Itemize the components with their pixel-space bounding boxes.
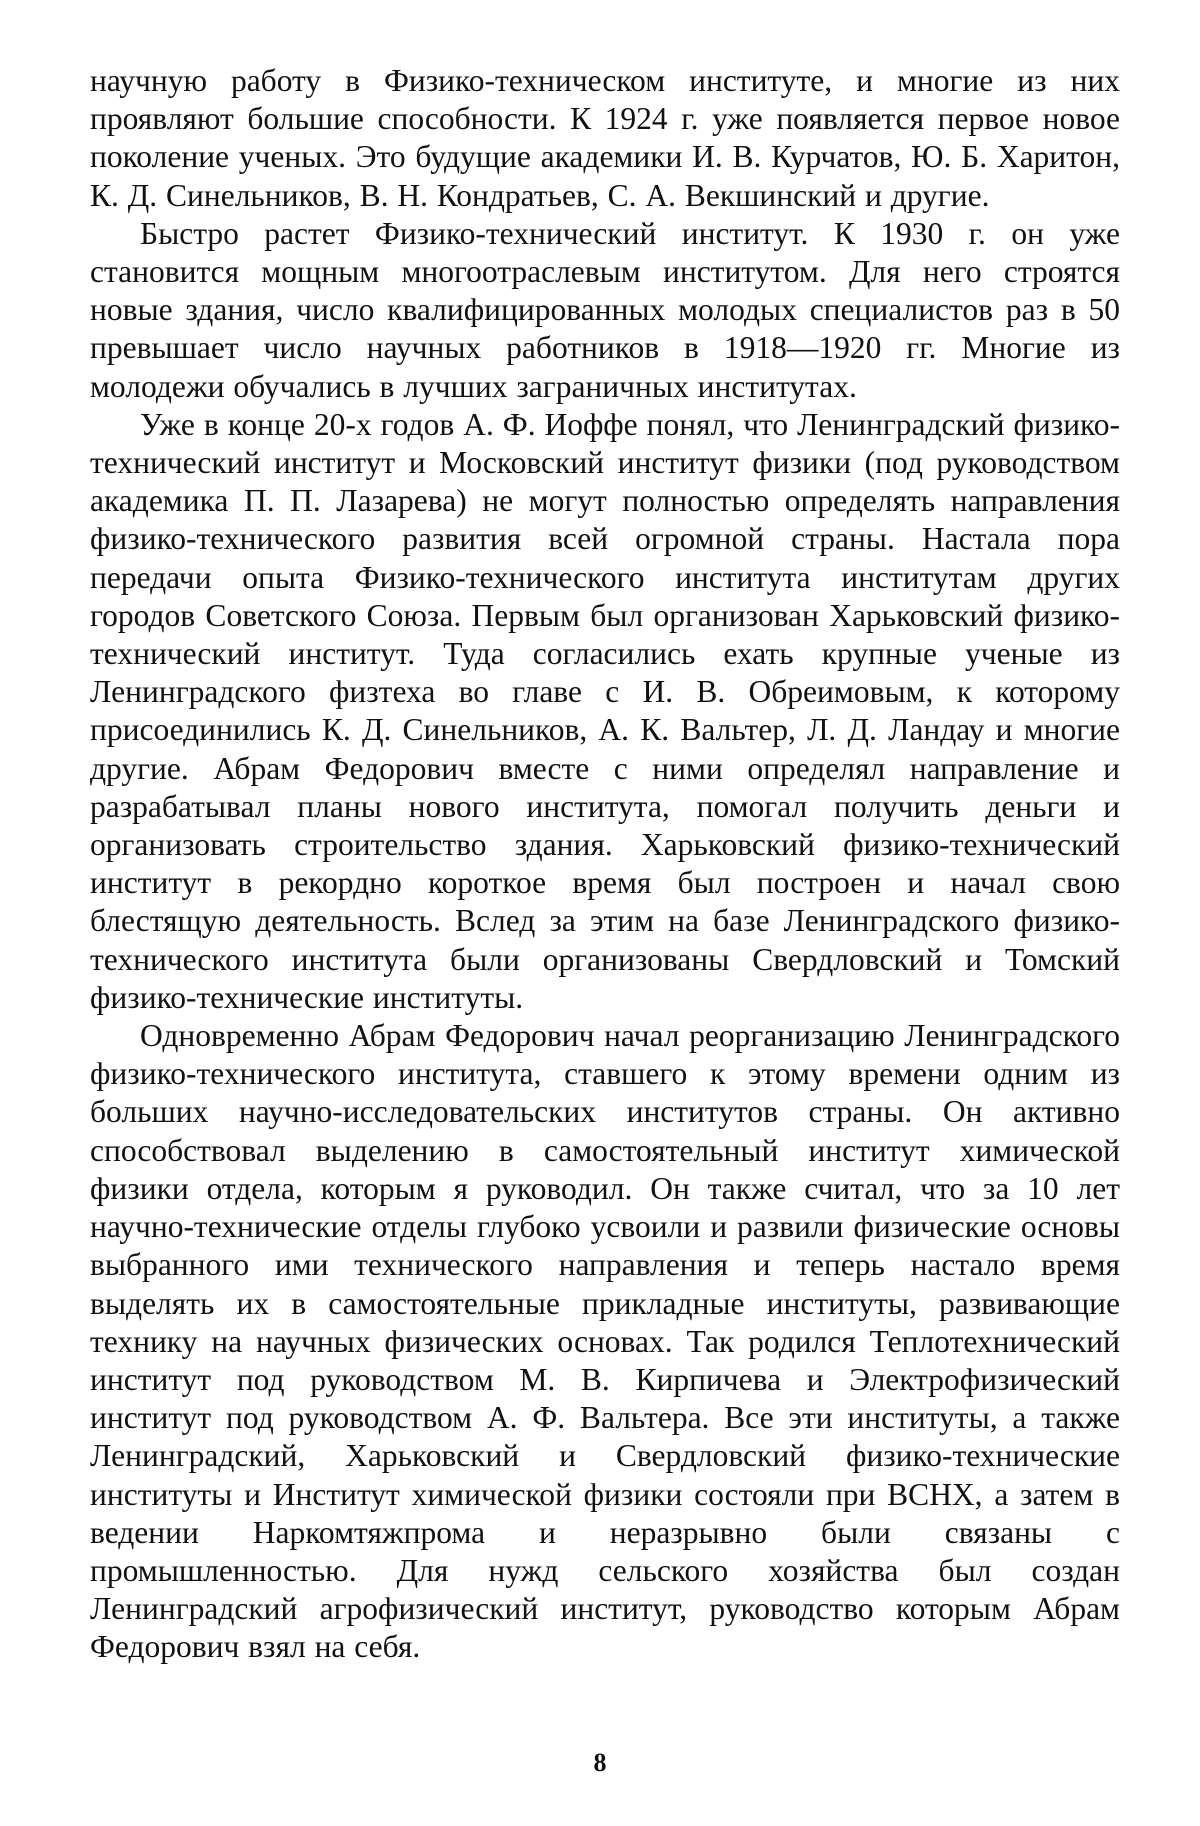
page-body [90,62,1120,1667]
paragraph-2: Быстро растет Физико-технический институт. К 1930 г. он уже становится мощным многоотраслевым институтом. Для него строятся новые здания, число квалифицированных молодых специалистов раз в 50 превышает число научных работников в 1918—1920 гг. Многие из молодежи обучались в лучших заграничных институтах. [90,215,1120,404]
paragraph-4: Одновременно Абрам Федорович начал реорганизацию Ленинградского физико-технического института, ставшего к этому времени одним из больших научно-исследовательских институтов страны. Он активно способствовал выделению в самостоятельный институт химической физики отдела, которым я руководил. Он также считал, что за 10 лет научно-технические отделы глубоко усвоили и развили физические основы выбранного ими технического направления и теперь настало время выделять их в самостоятельные прикладные институты, развивающие технику на научных физических основах. Так родился Теплотехнический институт под руководством М. В. Кирпичева и Электрофизический институт под руководством А. Ф. Вальтера. Все эти институты, а также Ленинградский, Харьковский и Свердловский физико-технические институты и Институт химической физики состояли при ВСНХ, а затем в ведении Наркомтяжпрома и неразрывно были связаны с промышленностью. Для нужд сельского хозяйства был создан Ленинградский агрофизический институт, руководство которым Абрам Федорович взял на себя. [90,1018,1120,1665]
paragraph-1: научную работу в Физико-техническом институте, и многие из них проявляют большие способности. К 1924 г. уже появляется первое новое поколение ученых. Это будущие академики И. В. Курчатов, Ю. Б. Харитон, К. Д. Синельников, В. Н. Кондратьев, С. А. Векшинский и другие. [90,63,1120,213]
page-number: 8 [593,1748,607,1777]
paragraph-3: Уже в конце 20-х годов А. Ф. Иоффе понял, что Ленинградский физико-технический институт и Московский институт физики (под руководством академика П. П. Лазарева) не могут полностью определять направления физико-технического развития всей огромной страны. Настала пора передачи опыта Физико-технического института институтам других городов Советского Союза. Первым был организован Харьковский физико-технический институт. Туда согласились ехать крупные ученые из Ленинградского физтеха во главе с И. В. Обреимовым, к которому присоединились К. Д. Синельников, А. К. Вальтер, Л. Д. Ландау и многие другие. Абрам Федорович вместе с ними определял направление и разрабатывал планы нового института, помогал получить деньги и организовать строительство здания. Харьковский физико-технический институт в рекордно короткое время был построен и начал свою блестящую деятельность. Вслед за этим на базе Ленинградского физико-технического института были организованы Свердловский и Томский физико-технические институты. [90,406,1120,1015]
